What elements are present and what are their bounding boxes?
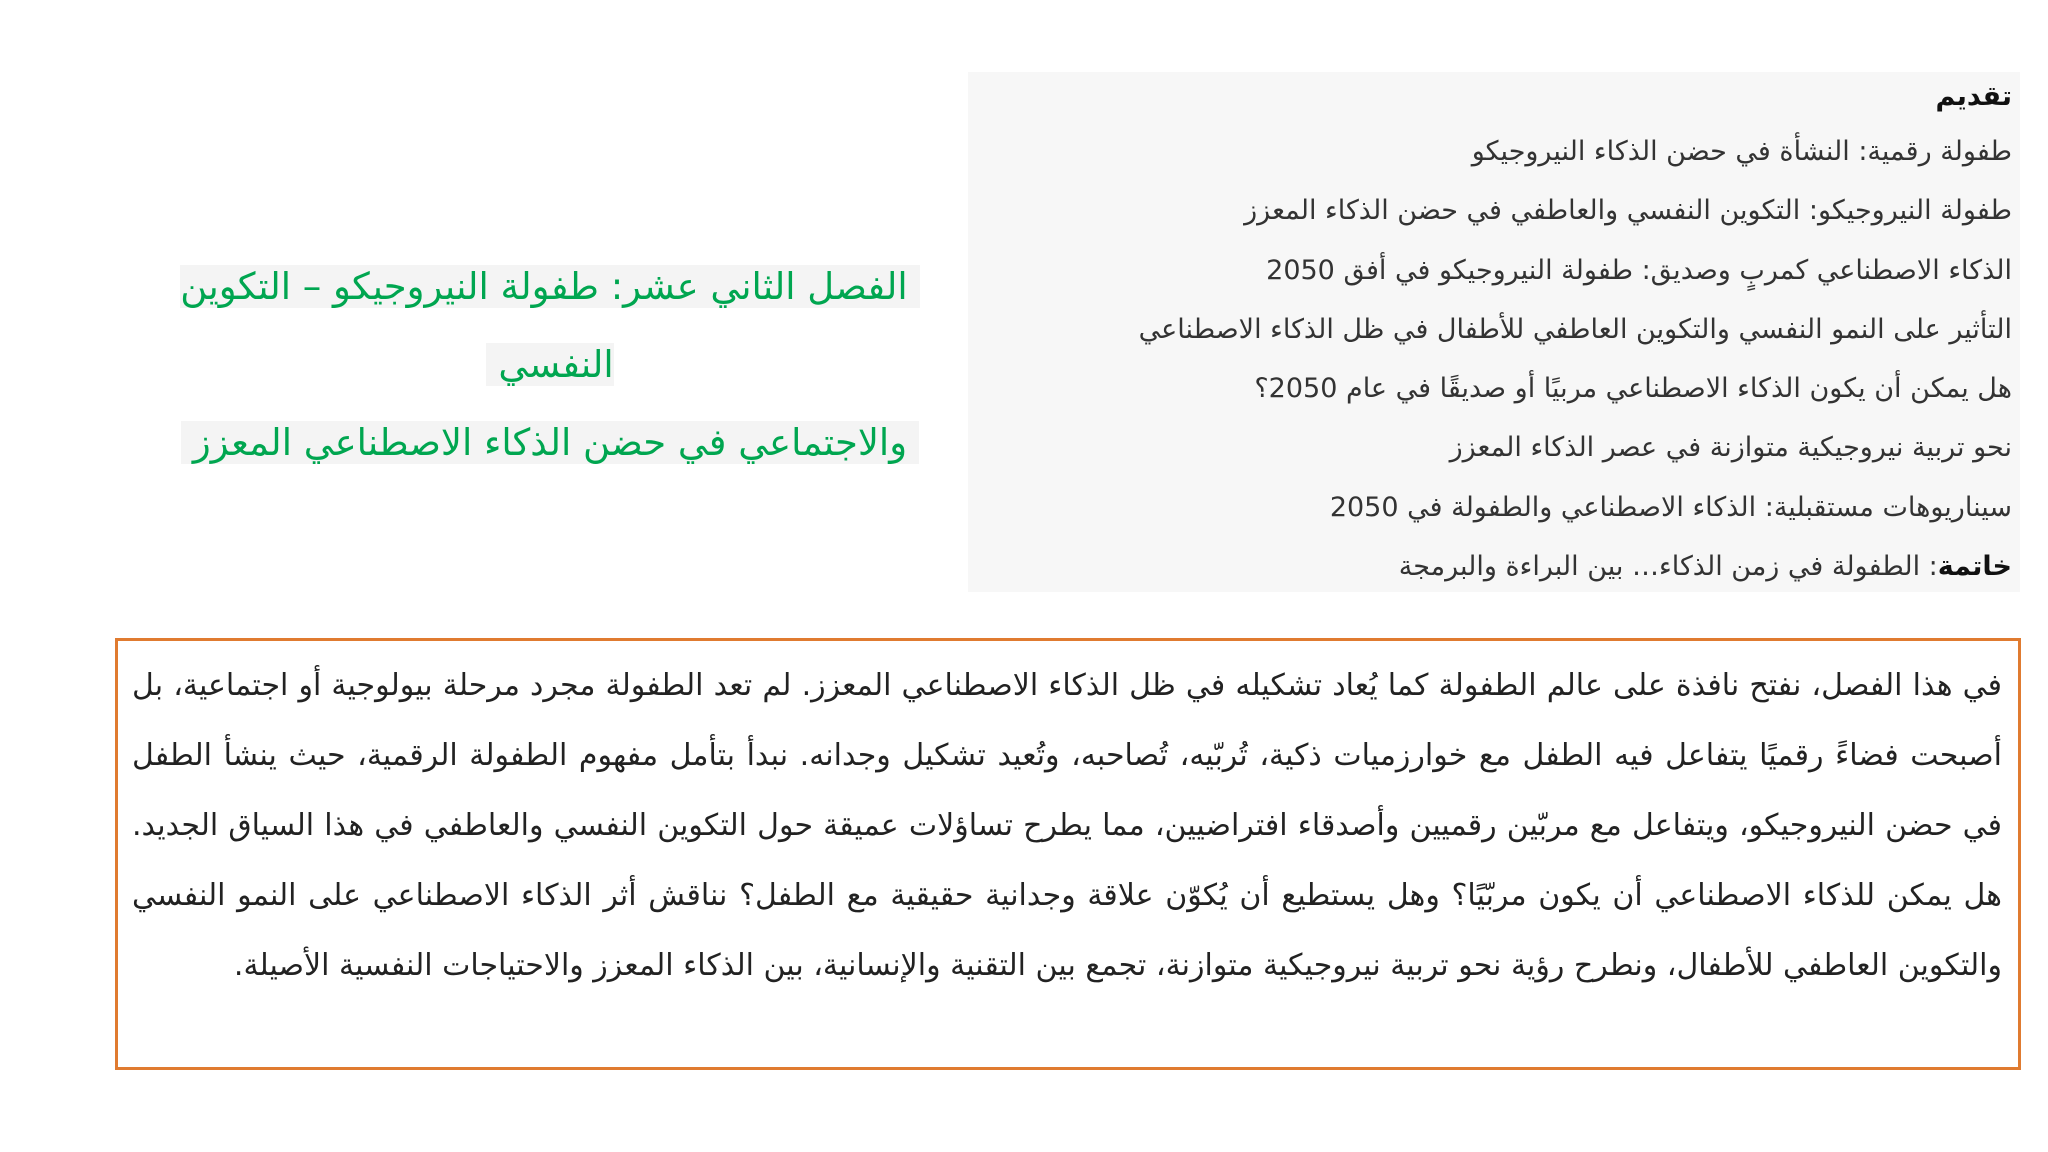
toc-item[interactable]: طفولة رقمية: النشأة في حضن الذكاء النيروجيكو — [1471, 136, 2012, 167]
chapter-title-line-1: الفصل الثاني عشر: طفولة النيروجيكو – التكوين النفسي — [180, 265, 919, 386]
toc-conclusion-label: خاتمة — [1937, 551, 2012, 583]
toc-title: تقديم — [1935, 81, 2012, 112]
toc-item[interactable]: نحو تربية نيروجيكية متوازنة في عصر الذكاء المعزز — [1449, 432, 2012, 464]
toc-item-conclusion[interactable] — [968, 537, 2012, 596]
toc-item[interactable]: الذكاء الاصطناعي كمربٍ وصديق: طفولة النيروجيكو في أفق 2050 — [1266, 254, 2012, 286]
intro-box — [115, 638, 2021, 1070]
toc-conclusion-text: : الطفولة في زمن الذكاء… بين البراءة والبرمجة — [1398, 551, 1938, 583]
chapter-title-line-2: والاجتماعي في حضن الذكاء الاصطناعي المعزز — [181, 421, 919, 464]
intro-paragraph: في هذا الفصل، نفتح نافذة على عالم الطفولة كما يُعاد تشكيله في ظل الذكاء الاصطناعي المعزز. لم تعد الطفولة مجرد مرحلة بيولوجية أو اجتماعية، بل أصبحت فضاءً رقميًا يتفاعل فيه الطفل مع خوارزميات ذكية، تُربّيه، تُصاحبه، وتُعيد تشكيل وجدانه. نبدأ بتأمل مفهوم الطفولة الرقمية، حيث ينشأ الطفل في حضن النيروجيكو، ويتفاعل مع مربّين رقميين وأصدقاء افتراضيين، مما يطرح تساؤلات عميقة حول التكوين النفسي والعاطفي في هذا السياق الجديد. هل يمكن للذكاء الاصطناعي أن يكون مربّيًا؟ وهل يستطيع أن يُكوّن علاقة وجدانية حقيقية مع الطفل؟ نناقش أثر الذكاء الاصطناعي على النمو النفسي والتكوين العاطفي للأطفال، ونطرح رؤية نحو تربية نيروجيكية متوازنة، تجمع بين التقنية والإنسانية، بين الذكاء المعزز والاحتياجات النفسية الأصيلة. — [132, 668, 2002, 983]
chapter-title — [150, 248, 950, 482]
toc-item[interactable]: هل يمكن أن يكون الذكاء الاصطناعي مربيًا أو صديقًا في عام 2050؟ — [1254, 373, 2012, 405]
toc-item[interactable]: التأثير على النمو النفسي والتكوين العاطفي للأطفال في ظل الذكاء الاصطناعي — [1138, 313, 2012, 345]
table-of-contents — [968, 72, 2020, 592]
toc-item[interactable]: سيناريوهات مستقبلية: الذكاء الاصطناعي والطفولة في 2050 — [1329, 491, 2012, 523]
toc-item[interactable]: طفولة النيروجيكو: التكوين النفسي والعاطفي في حضن الذكاء المعزز — [1244, 195, 2012, 227]
